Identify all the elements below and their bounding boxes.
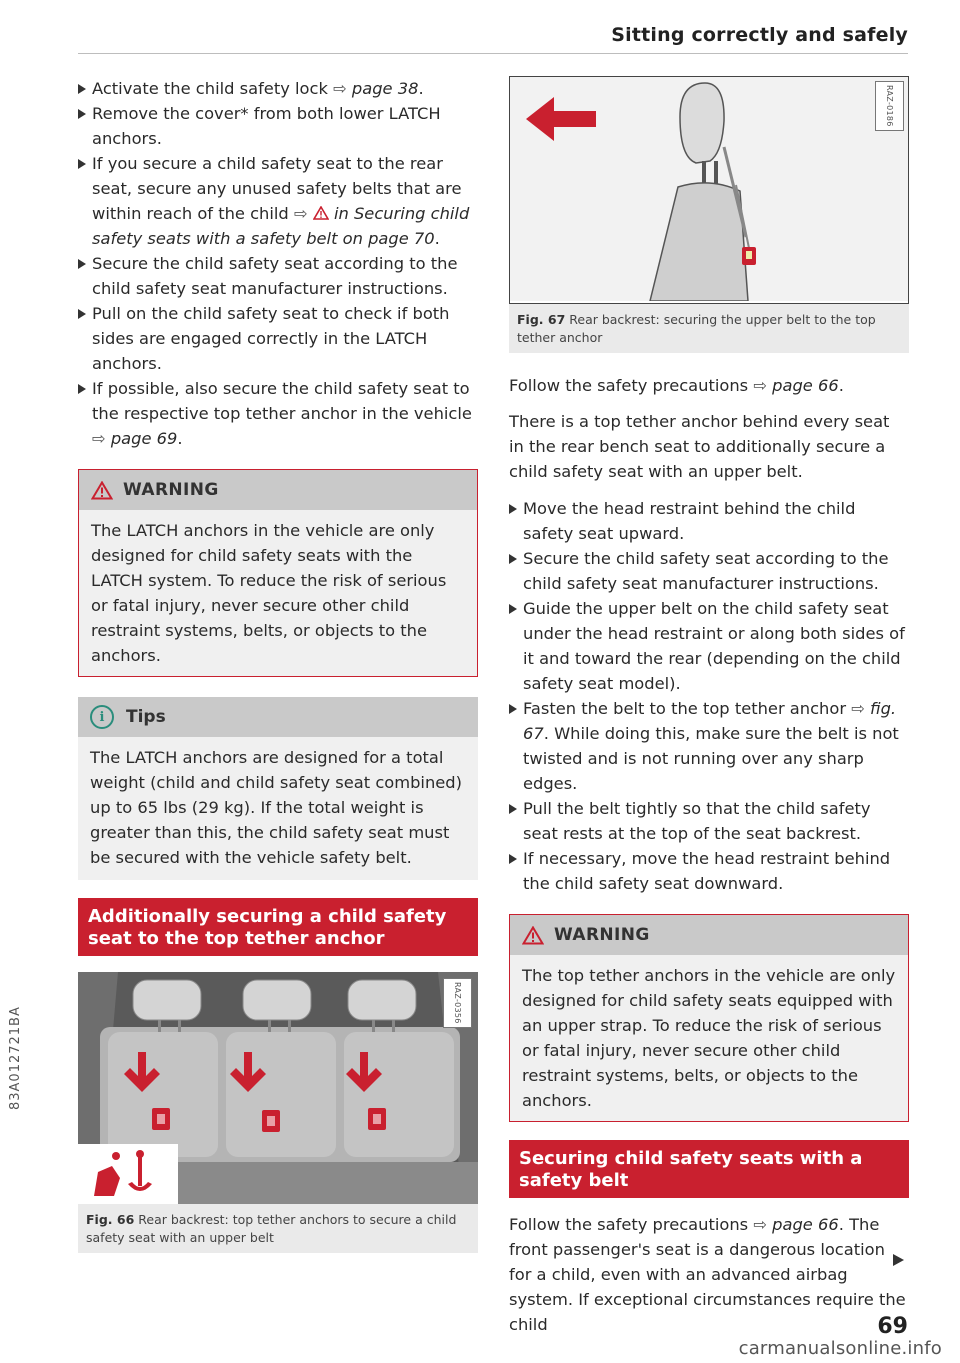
- tips-header: [78, 697, 478, 737]
- warning-header: [79, 470, 477, 510]
- tips-text: The LATCH anchors are designed for a total weight (child and child safety seat combined) up to 65 lbs (29 kg). If the total weight is greater than this, the child safety seat must be secured with the vehicle safety belt.: [78, 737, 478, 880]
- figure-caption: Fig. 67 Rear backrest: securing the upper belt to the top tether anchor: [517, 312, 876, 345]
- left-column: [78, 76, 478, 1253]
- right-column: [509, 76, 909, 1348]
- headrest-illustration: [509, 76, 909, 304]
- warning-text: The top tether anchors in the vehicle are only designed for child safety seats equipped with an upper strap. To reduce the risk of serious or fatal injury, never secure other child restraint systems, belts, or objects to the anchors.: [510, 955, 908, 1121]
- step-item: Guide the upper belt on the child safety seat under the head restraint or along both sides of it and toward the rear (depending on the child safety seat model).: [509, 596, 909, 696]
- rear-backrest-image: [78, 972, 478, 1204]
- warning-box-latch: [78, 469, 478, 677]
- section-link[interactable]: in Securing child safety seats with a safety belt on page 70: [92, 204, 470, 248]
- section-heading-safety-belt: Securing child safety seats with a safety belt: [509, 1140, 909, 1198]
- tips-title: Tips: [126, 706, 166, 727]
- page-link[interactable]: page 66: [766, 1215, 839, 1234]
- warning-box-top-tether: [509, 914, 909, 1122]
- step-item: If necessary, move the head restraint behind the child safety seat downward.: [509, 846, 909, 896]
- warning-triangle-icon: [91, 481, 113, 500]
- watermark: carmanualsonline.info: [738, 1338, 942, 1359]
- cross-ref-arrow-icon: ⇨: [293, 204, 308, 223]
- continued-arrow-icon: [893, 1254, 904, 1266]
- paragraph: There is a top tether anchor behind every seat in the rear bench seat to additionally secure a child safety seat with an upper belt.: [509, 412, 890, 481]
- cross-ref-arrow-icon: ⇨: [753, 376, 767, 395]
- warning-title: WARNING: [554, 924, 650, 945]
- page-link[interactable]: page 38: [346, 79, 419, 98]
- cross-ref-arrow-icon: ⇨: [333, 79, 347, 98]
- page-link[interactable]: page 69: [105, 429, 178, 448]
- cross-ref-arrow-icon: ⇨: [92, 429, 106, 448]
- step-item: Move the head restraint behind the child safety seat upward.: [509, 496, 909, 546]
- step-item: Activate the child safety lock ⇨ page 38.: [78, 76, 478, 101]
- header-rule: [78, 53, 908, 54]
- section-heading-top-tether: Additionally securing a child safety seat to the top tether anchor: [78, 898, 478, 956]
- rear-seat-illustration: [78, 972, 478, 1204]
- warning-title: WARNING: [123, 479, 219, 500]
- running-header: Sitting correctly and safely: [611, 24, 908, 46]
- warning-text: The LATCH anchors in the vehicle are only designed for child safety seats with the LATCH system. To reduce the risk of serious or fatal injury, never secure other child restraint systems, belts, or objects to the anchors.: [79, 510, 477, 676]
- step-item: Secure the child safety seat according to the child safety seat manufacturer instructions.: [78, 251, 478, 301]
- cross-ref-arrow-icon: ⇨: [851, 699, 865, 718]
- paragraph: Follow the safety precautions ⇨ page 66.: [509, 376, 844, 395]
- warning-triangle-icon: [522, 926, 544, 945]
- warning-header: [510, 915, 908, 955]
- step-item: Fasten the belt to the top tether anchor ⇨ fig. 67. While doing this, make sure the belt is not twisted and is not running over any sharp edges.: [509, 696, 909, 796]
- page-number: 69: [877, 1314, 908, 1339]
- step-item: Secure the child safety seat according to the child safety seat manufacturer instructions.: [509, 546, 909, 596]
- step-item: If you secure a child safety seat to the rear seat, secure any unused safety belts that are within reach of the child ⇨ in Securing child safety seats with a safety belt on page 70.: [78, 151, 478, 251]
- step-item: Pull the belt tightly so that the child safety seat rests at the top of the seat backrest.: [509, 796, 909, 846]
- figure-caption: Fig. 66 Rear backrest: top tether anchors to secure a child safety seat with an upper belt: [86, 1212, 457, 1245]
- paragraph: Follow the safety precautions ⇨ page 66. The front passenger's seat is a dangerous location for a child, even with an advanced airbag system. If exceptional circumstances require the child: [509, 1215, 906, 1334]
- info-icon: i: [90, 705, 114, 729]
- backrest-headrest-image: [510, 77, 908, 301]
- cross-ref-arrow-icon: ⇨: [753, 1215, 767, 1234]
- figure-66: [78, 972, 478, 1253]
- left-step-list: [78, 76, 478, 451]
- document-code: 83A012721BA: [8, 1006, 23, 1110]
- figure-link[interactable]: fig. 67: [523, 699, 897, 743]
- step-item: If possible, also secure the child safety seat to the respective top tether anchor in the vehicle ⇨ page 69.: [78, 376, 478, 451]
- step-item: Pull on the child safety seat to check if both sides are engaged correctly in the LATCH anchors.: [78, 301, 478, 376]
- warning-triangle-icon: [313, 206, 329, 220]
- tips-box: [78, 697, 478, 880]
- right-step-list: [509, 496, 909, 896]
- figure-id: RAZ-0186: [875, 81, 904, 131]
- figure-id: RAZ-0356: [443, 978, 472, 1028]
- step-item: Remove the cover* from both lower LATCH anchors.: [78, 101, 478, 151]
- page-link[interactable]: page 66: [766, 376, 839, 395]
- figure-67: [509, 76, 909, 353]
